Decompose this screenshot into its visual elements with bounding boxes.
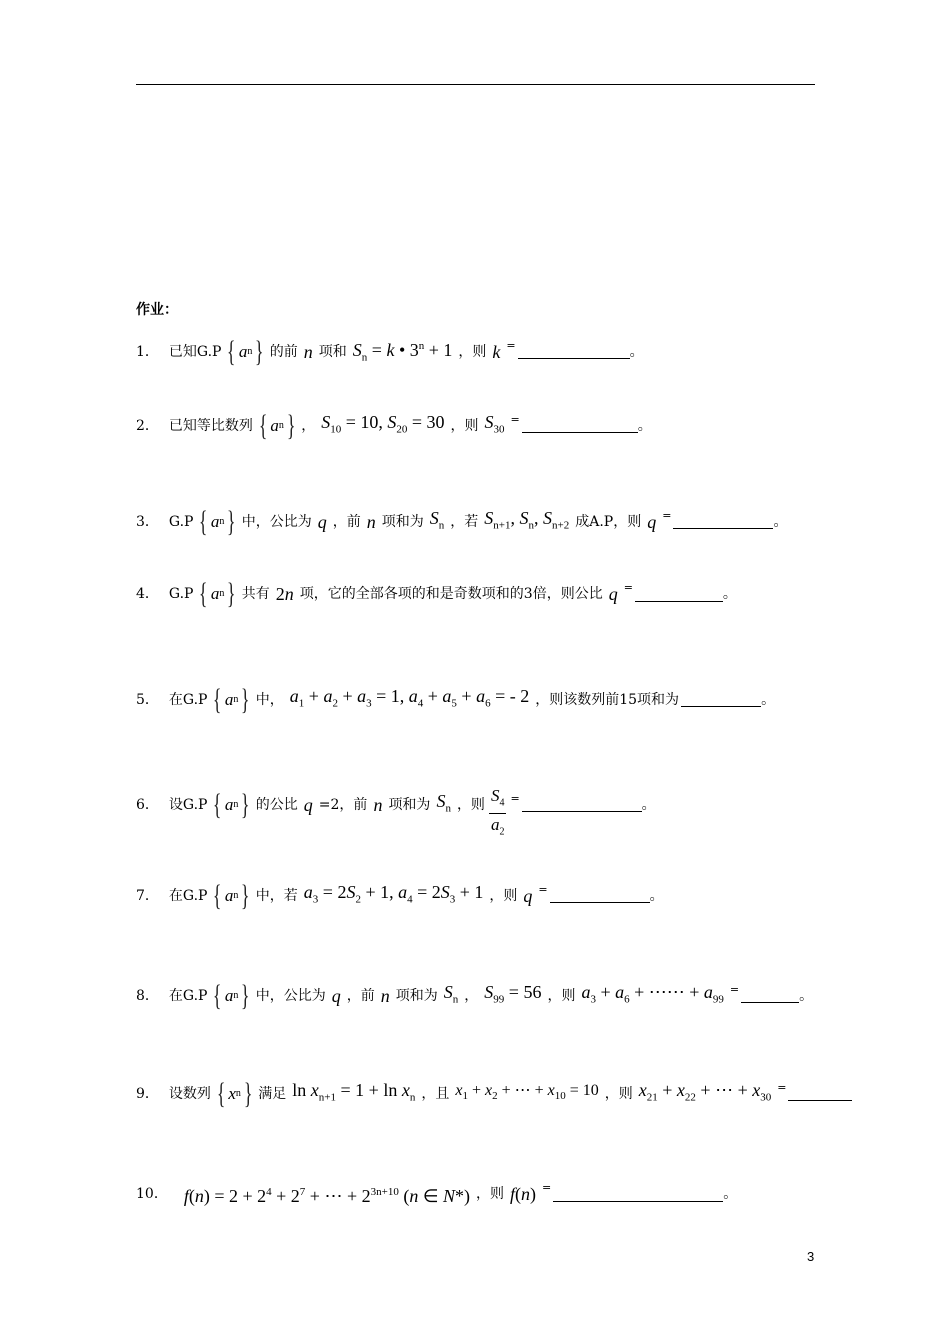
answer-blank[interactable]: [550, 888, 650, 903]
problem-1: 1． 已知G.P { a n } 的前 n 项和 $S_n = k$ • $3^n + 1$ ，则 k = 。: [136, 334, 644, 368]
sequence-symbol: { a n }: [227, 334, 264, 368]
answer-blank[interactable]: [788, 1086, 852, 1101]
formula: $S_{10} = 10$, $S_{20} = 30$: [321, 412, 445, 436]
formula: $a_3 = 2S_2 + 1$, $a_4 = 2S_3 + 1$: [303, 882, 484, 906]
problem-8: 8． 在G.P { a n } 中，公比为 q ，前 n 项和为 $S_n$ ， $S_{99} = 56$ ，则 $a_3 + a_6$ + ⋯⋯ + $a_{99}$ = 。: [136, 978, 814, 1012]
sequence-symbol: { a n }: [199, 504, 236, 538]
answer-blank[interactable]: [518, 344, 630, 359]
sequence-symbol: { a n }: [213, 682, 250, 716]
answer-blank[interactable]: [635, 587, 723, 602]
problem-2: 2． 已知等比数列 { a n } ， $S_{10} = 10$, $S_{20} = 30$ ，则 $S_{30}$ = 。: [136, 408, 652, 442]
section-title: 作业：: [136, 302, 178, 318]
header-rule: [136, 84, 815, 85]
answer-blank[interactable]: [681, 692, 761, 707]
formula: $f(n) = 2 + 2^4 + 2^7$ + ⋯ + $2^{3n+10}$ (n ∈ N*): [183, 1186, 471, 1206]
problem-10: 10． $f(n) = 2 + 2^4 + 2^7$ + ⋯ + $2^{3n+10}$ (n ∈ N*) ，则 f(n) = 。: [136, 1181, 738, 1206]
formula: $\ln x_{n+1} = 1 + \ln x_n$: [292, 1080, 416, 1104]
answer-blank[interactable]: [553, 1187, 723, 1202]
sequence-symbol: { a n }: [199, 577, 236, 610]
answer-blank[interactable]: [522, 797, 642, 812]
ask-term: $x_{21} + x_{22}$ + ⋯ + $x_{30}$: [638, 1080, 772, 1104]
fraction: $\frac{S_4}{a_2}$: [490, 786, 505, 838]
answer-blank[interactable]: [673, 514, 773, 529]
ask-term: $S_{30}$: [484, 412, 505, 436]
problem-7: 7． 在G.P { a n } 中，若 $a_3 = 2S_2 + 1$, $a_4 = 2S_3 + 1$ ，则 q = 。: [136, 878, 664, 912]
ask-term: f(n): [510, 1184, 537, 1204]
page-number: 3: [807, 1249, 815, 1264]
formula-2: $x_1 + x_2$ + ⋯ + $x_{10} = 10$: [455, 1082, 599, 1103]
answer-blank[interactable]: [522, 418, 638, 433]
problem-5: 5． 在G.P { a n } 中， $a_1 + a_2 + a_3 = 1$, $a_4 + a_5 + a_6$ = - 2 ，则该数列前15项和为 。: [136, 682, 776, 716]
problem-9: 9． 设数列 { x n } 满足 $\ln x_{n+1} = 1 + \ln x_n$ ，且 $x_1 + x_2$ + ⋯ + $x_{10} = 10$ ，则 $x_{21} + x_{22}$ + ⋯ + $x_{30}$ =: [136, 1080, 852, 1108]
formula: $S_{99} = 56$: [484, 982, 542, 1006]
ask-term: $a_3 + a_6$ + ⋯⋯ + $a_{99}$: [581, 982, 724, 1006]
formula: $S_n = k$ • $3^n + 1$: [352, 340, 453, 364]
sequence-symbol: { a n }: [258, 408, 296, 442]
problem-3: 3． G.P { a n } 中，公比为 q ，前 n 项和为 $S_n$ ，若 $S_{n+1}$, $S_n$, $S_{n+2}$ 成A.P，则 q = 。: [136, 504, 788, 538]
sequence-symbol: { a n }: [213, 787, 250, 821]
sequence-symbol: { a n }: [213, 878, 250, 912]
formula: $S_{n+1}$, $S_n$, $S_{n+2}$: [484, 508, 570, 532]
problem-4: 4． G.P { a n } 共有 2n 项，它的全部各项的和是奇数项和的3倍，则公比 q = 。: [136, 577, 737, 610]
answer-blank[interactable]: [741, 988, 799, 1003]
formula: 2n: [275, 584, 294, 604]
sequence-symbol: { x n }: [216, 1076, 253, 1110]
formula: $a_1 + a_2 + a_3 = 1$, $a_4 + a_5 + a_6$ = - 2: [289, 686, 530, 710]
problem-6: 6． 设G.P { a n } 的公比 q =2，前 n 项和为 $S_n$ ，则 $\frac{S_4}{a_2}$ = 。: [136, 766, 656, 844]
sequence-symbol: { a n }: [213, 978, 250, 1012]
